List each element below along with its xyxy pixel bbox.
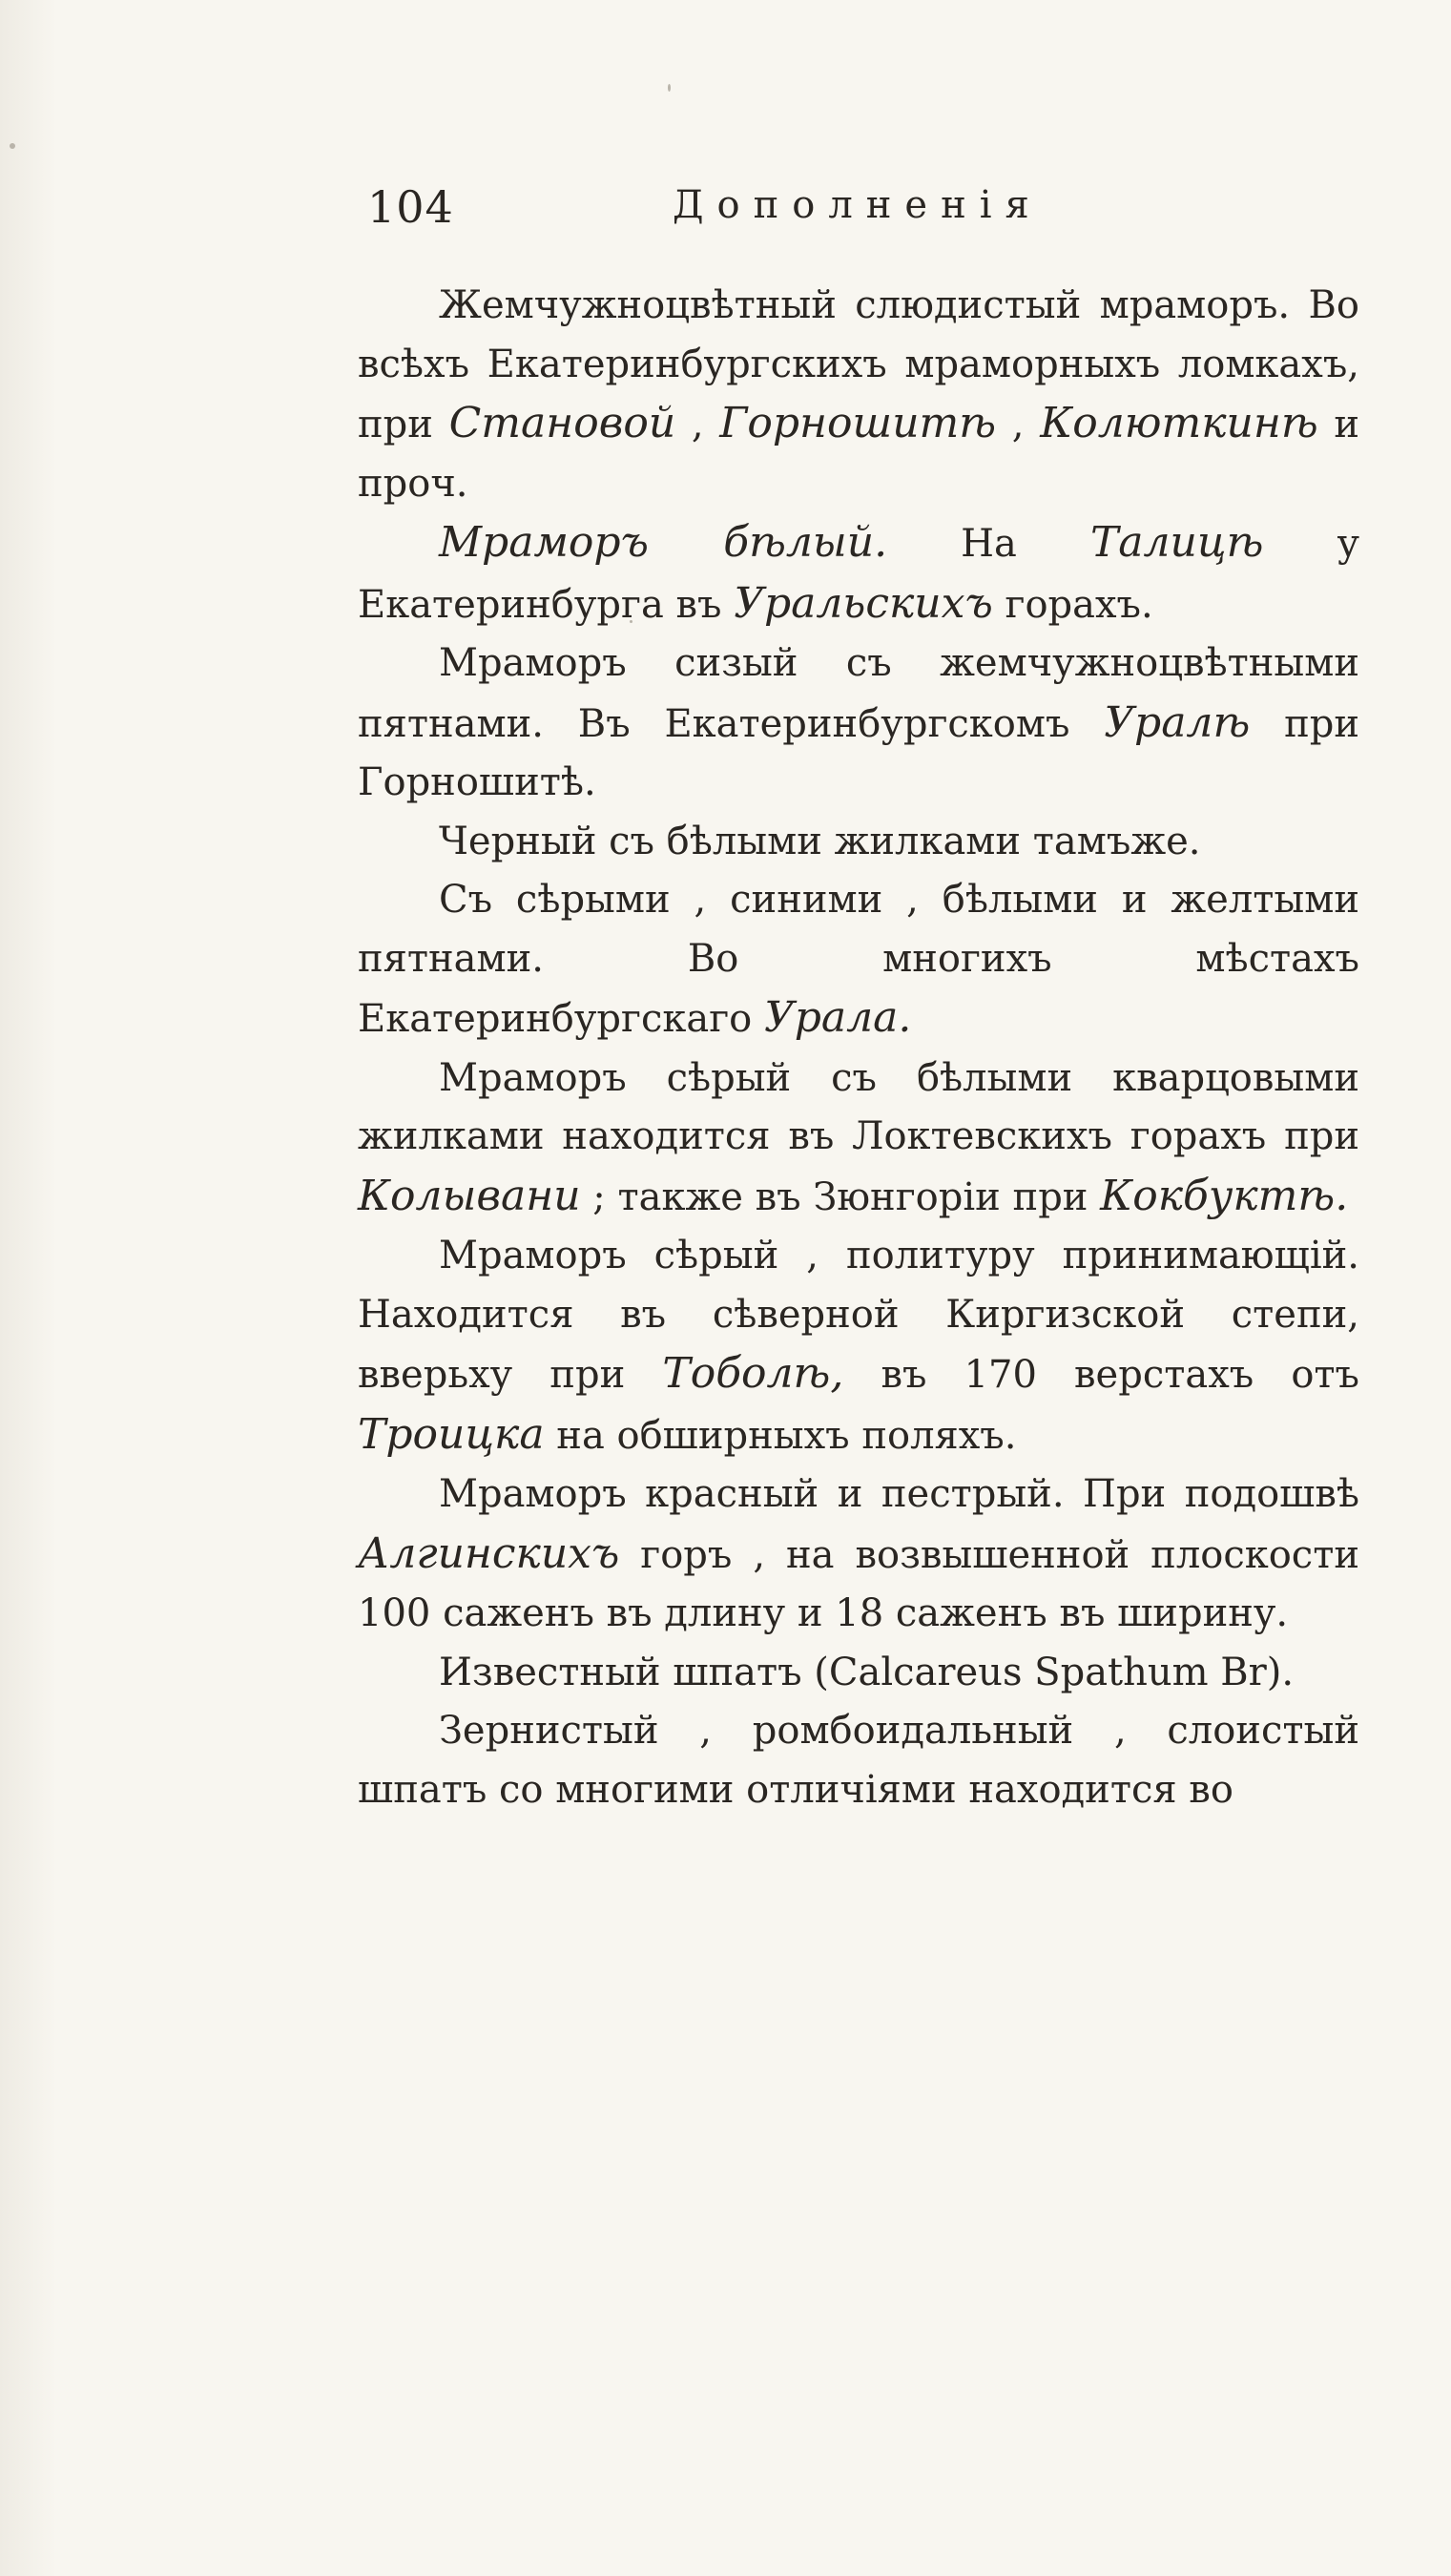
text-run: при Горношитѣ. — [358, 701, 1359, 804]
text-run: , — [996, 403, 1041, 447]
paragraph — [358, 813, 1359, 872]
text-run: Съ сѣрыми , синими , бѣлыми и желтыми пятнами. Во многихъ мѣстахъ Екатеринбургскаго — [358, 878, 1359, 1041]
paragraph — [358, 1644, 1359, 1703]
paper-speck — [668, 84, 671, 92]
italic-run: Уралѣ — [1104, 697, 1251, 747]
text-run: горъ , на возвышенной плоскости 100 саженъ въ длину и 18 саженъ въ ширину. — [358, 1532, 1359, 1635]
paragraph — [358, 513, 1359, 634]
text-run: , — [675, 403, 720, 447]
paragraph — [358, 1227, 1359, 1465]
text-run: горахъ. — [992, 582, 1153, 627]
text-run: на обширныхъ поляхъ. — [544, 1413, 1017, 1458]
text-run: На — [887, 522, 1090, 566]
italic-run: Кокбуктѣ. — [1100, 1171, 1349, 1220]
paragraph — [358, 1702, 1359, 1819]
paragraph — [358, 277, 1359, 513]
paragraph — [358, 1049, 1359, 1228]
text-run: и проч. — [358, 403, 1359, 506]
italic-run: Горношитѣ — [719, 399, 997, 447]
text-run: Черный съ бѣлыми жилками тамъже. — [439, 819, 1201, 863]
running-title: Дополненія — [673, 183, 1043, 227]
italic-run: Мраморъ бѣлый. — [439, 518, 888, 567]
text-run: Жемчужноцвѣтный слюдистый мраморъ. Во всѣхъ Екатеринбургскихъ мраморныхъ ломкахъ, при — [358, 283, 1359, 447]
italic-run: Становой — [448, 399, 676, 447]
text-run: Мраморъ сизый съ жемчужноцвѣтными пятнами. Въ Екатеринбургскомъ — [358, 641, 1359, 746]
italic-run: Урала. — [763, 993, 912, 1042]
italic-run: Колюткинѣ — [1040, 399, 1318, 447]
paragraph — [358, 1465, 1359, 1644]
text-run: въ 170 верстахъ отъ — [843, 1353, 1359, 1397]
italic-run: Уральскихъ — [734, 578, 993, 628]
page-number: 104 — [367, 181, 454, 233]
page-header — [367, 181, 1092, 239]
text-run: у Екатеринбурга въ — [358, 522, 1359, 627]
italic-run: Троицка — [358, 1409, 545, 1459]
text-run: ; также въ Зюнгоріи при — [580, 1174, 1101, 1219]
text-run: Мраморъ красный и пестрый. При подошвѣ — [439, 1472, 1359, 1516]
text-run: Мраморъ сѣрый , политуру принимающій. Находится въ сѣверной Киргизской степи, вверьху при — [358, 1234, 1359, 1397]
text-run: Зернистый , ромбоидальный , слоистый шпатъ со многими отличіями находится во — [358, 1709, 1359, 1812]
paragraph — [358, 871, 1359, 1049]
paragraph — [358, 634, 1359, 813]
italic-run: Тоболѣ, — [662, 1349, 844, 1398]
italic-run: Колывани — [358, 1171, 581, 1220]
text-run: Известный шпатъ (Calcareus Spathum Br). — [439, 1650, 1295, 1694]
italic-run: Талицѣ — [1089, 518, 1264, 567]
text-run: Мраморъ сѣрый съ бѣлыми кварцовыми жилками находится въ Локтевскихъ горахъ при — [358, 1055, 1359, 1158]
paper-speck — [10, 143, 15, 149]
body-text — [358, 277, 1359, 1819]
italic-run: Алгинскихъ — [358, 1528, 620, 1578]
